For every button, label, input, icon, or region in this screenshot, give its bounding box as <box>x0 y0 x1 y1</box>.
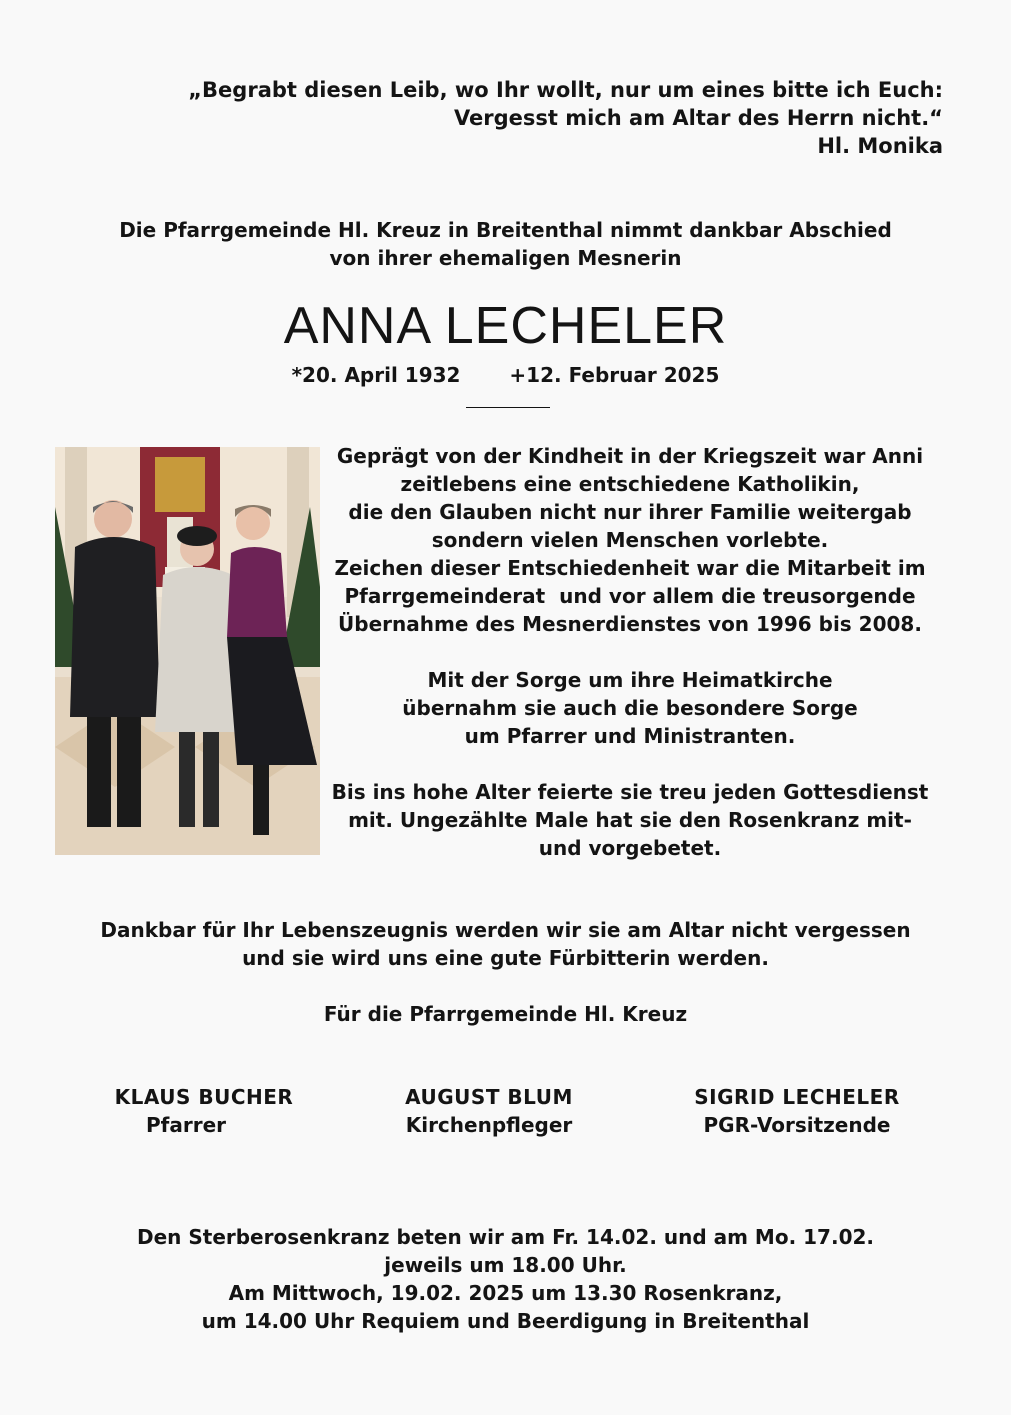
bio-line: und vorgebetet. <box>538 836 722 860</box>
quote-line: Vergesst mich am Altar des Herrn nicht.“ <box>453 106 943 130</box>
birth-date: *20. April 1932 <box>291 363 461 387</box>
portrait-photo <box>55 447 320 855</box>
signatory-council-chair <box>672 1083 922 1139</box>
signatory-name: AUGUST BLUM <box>405 1085 573 1109</box>
thanks-line: Dankbar für Ihr Lebenszeugnis werden wir sie am Altar nicht vergessen <box>100 918 911 942</box>
bio-line: Pfarrgemeinderat und vor allem die treusorgende <box>344 584 916 608</box>
signatory-name: KLAUS BUCHER <box>114 1085 294 1109</box>
bio-paragraph <box>325 778 935 862</box>
signatory-role: Kirchenpfleger <box>405 1113 573 1137</box>
signatory-role: PGR-Vorsitzende <box>703 1113 891 1137</box>
divider-line <box>466 407 550 408</box>
bio-line: die den Glauben nicht nur ihrer Familie weitergab <box>348 500 912 524</box>
intro-line: von ihrer ehemaligen Mesnerin <box>329 246 682 270</box>
quote-author: Hl. Monika <box>817 134 943 158</box>
bio-line: sondern vielen Menschen vorlebte. <box>431 528 829 552</box>
bio-paragraph <box>325 442 935 638</box>
bio-line: Mit der Sorge um ihre Heimatkirche <box>427 668 833 692</box>
service-line: jeweils um 18.00 Uhr. <box>384 1253 627 1277</box>
signatory-name: SIGRID LECHELER <box>694 1085 900 1109</box>
signatory-church-warden <box>376 1083 602 1139</box>
thanks-line: und sie wird uns eine gute Fürbitterin werden. <box>242 946 769 970</box>
service-line: Am Mittwoch, 19.02. 2025 um 13.30 Rosenkranz, <box>228 1281 783 1305</box>
on-behalf-of: Für die Pfarrgemeinde Hl. Kreuz <box>323 1002 688 1026</box>
death-date: +12. Februar 2025 <box>509 363 720 387</box>
bio-line: Bis ins hohe Alter feierte sie treu jeden Gottesdienst <box>331 780 929 804</box>
bio-paragraph <box>325 666 935 750</box>
epigraph-quote <box>188 76 943 160</box>
bio-line: Zeichen dieser Entschiedenheit war die Mitarbeit im <box>334 556 926 580</box>
service-times <box>0 1223 1011 1335</box>
signatory-role: Pfarrer <box>146 1113 227 1137</box>
intro-line: Die Pfarrgemeinde Hl. Kreuz in Breitenthal nimmt dankbar Abschied <box>119 218 892 242</box>
biography-text <box>325 442 935 890</box>
bio-line: mit. Ungezählte Male hat sie den Rosenkranz mit- <box>348 808 912 832</box>
bio-line: Geprägt von der Kindheit in der Kriegszeit war Anni <box>336 444 924 468</box>
quote-line: „Begrabt diesen Leib, wo Ihr wollt, nur um eines bitte ich Euch: <box>188 78 943 102</box>
deceased-name: ANNA LECHELER <box>283 297 728 355</box>
signatory-pastor <box>96 1083 312 1139</box>
bio-line: Übernahme des Mesnerdienstes von 1996 bis 2008. <box>338 612 922 636</box>
intro-text <box>0 216 1011 272</box>
bio-line: zeitlebens eine entschiedene Katholikin, <box>400 472 860 496</box>
service-line: Den Sterberosenkranz beten wir am Fr. 14.02. und am Mo. 17.02. <box>136 1225 874 1249</box>
bio-line: übernahm sie auch die besondere Sorge <box>402 696 858 720</box>
life-dates <box>0 361 1011 389</box>
service-line: um 14.00 Uhr Requiem und Beerdigung in Breitenthal <box>201 1309 810 1333</box>
thanks-text <box>0 916 1011 972</box>
bio-line: um Pfarrer und Ministranten. <box>464 724 796 748</box>
